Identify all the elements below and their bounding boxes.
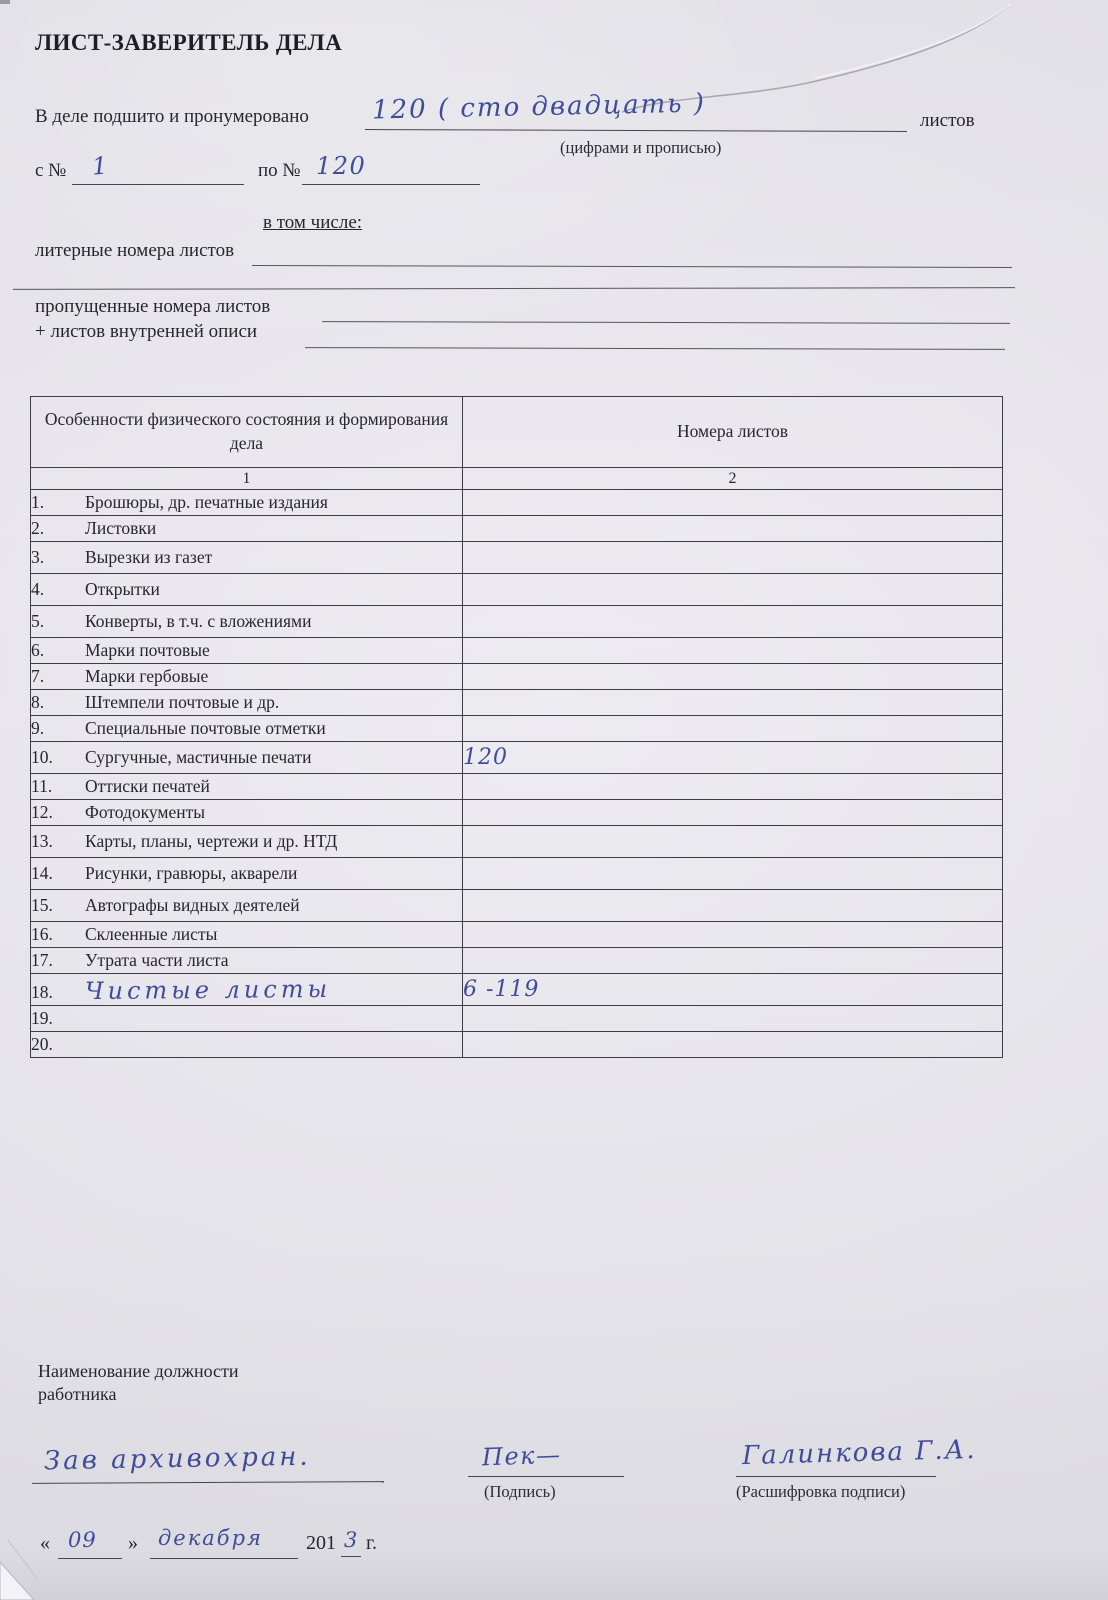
row-feature-cell [31, 606, 463, 638]
date-month-handwritten: декабря [158, 1526, 263, 1550]
row-sheet-numbers-cell [463, 774, 1003, 800]
counted-label: В деле подшито и пронумеровано [35, 106, 309, 127]
row-sheet-numbers-cell [463, 1032, 1003, 1058]
row-sheet-numbers-cell [463, 542, 1003, 574]
row-sheet-numbers-cell [463, 1006, 1003, 1032]
row-feature-cell [31, 774, 463, 800]
row-label: Конверты, в т.ч. с вложениями [85, 611, 312, 631]
row-feature-cell [31, 742, 463, 774]
table-row [31, 606, 1003, 638]
date-year-handwritten: 3 [344, 1528, 359, 1552]
row-number: 19. [31, 1008, 53, 1028]
name-underline [736, 1476, 936, 1477]
row-number: 4. [31, 579, 45, 599]
table-row [31, 1006, 1003, 1032]
table-index-row [31, 468, 1003, 490]
date-year-printed: 201 [306, 1532, 336, 1554]
row-sheet-numbers-cell [463, 800, 1003, 826]
including-heading: в том числе: [263, 212, 363, 233]
row-number: 9. [31, 718, 45, 738]
position-label [38, 1360, 239, 1407]
date-close-quote: » [128, 1532, 138, 1554]
date-month-underline [150, 1558, 298, 1559]
physical-state-table [30, 396, 1003, 1058]
row-sheet-numbers-cell [463, 826, 1003, 858]
signature-handwritten: Пек— [481, 1440, 562, 1472]
position-underline [32, 1481, 384, 1484]
row-feature-cell [31, 1032, 463, 1058]
row-feature-cell [31, 638, 463, 664]
row-sheet-numbers-cell [463, 890, 1003, 922]
table-row [31, 638, 1003, 664]
row-label: Вырезки из газет [85, 547, 213, 567]
row-number: 5. [31, 611, 45, 631]
counted-value-handwritten: 120 ( сто двадцать ) [371, 88, 707, 126]
date-year-underline [341, 1556, 361, 1557]
position-label-line2: работника [38, 1384, 117, 1405]
row-label-handwritten: Чистые листы [84, 974, 332, 1005]
row-label: Сургучные, мастичные печати [85, 747, 312, 767]
to-underline [302, 184, 480, 185]
lettered-underline-2 [13, 287, 1015, 290]
table-row [31, 690, 1003, 716]
row-number: 18. [31, 981, 53, 1002]
row-label: Открытки [85, 579, 160, 599]
row-value-handwritten: 120 [463, 745, 508, 770]
table-row [31, 574, 1003, 606]
internal-underline [305, 347, 1005, 350]
internal-label: + листов внутренней описи [35, 321, 258, 342]
row-number: 11. [31, 776, 53, 796]
table-header-row [31, 397, 1003, 468]
row-sheet-numbers-cell [463, 516, 1003, 542]
row-label: Специальные почтовые отметки [85, 718, 326, 738]
table-row [31, 922, 1003, 948]
table-row [31, 1032, 1003, 1058]
lettered-underline [252, 265, 1012, 268]
row-number: 14. [31, 863, 53, 883]
from-value-handwritten: 1 [91, 151, 110, 181]
row-sheet-numbers-cell [463, 690, 1003, 716]
row-number: 8. [31, 692, 45, 712]
row-number: 16. [31, 924, 53, 944]
row-label: Склеенные листы [85, 924, 218, 944]
row-feature-cell [31, 1006, 463, 1032]
row-feature-cell [31, 542, 463, 574]
col1-index: 1 [31, 468, 463, 490]
row-feature-cell [31, 664, 463, 690]
row-feature-cell [31, 574, 463, 606]
date-day-underline [58, 1558, 122, 1559]
page-title: ЛИСТ-ЗАВЕРИТЕЛЬ ДЕЛА [35, 30, 343, 55]
row-sheet-numbers-cell [463, 974, 1003, 1006]
table-row [31, 890, 1003, 922]
table-row [31, 490, 1003, 516]
date-day-handwritten: 09 [68, 1528, 97, 1552]
row-feature-cell [31, 974, 463, 1006]
physical-state-table-body [31, 490, 1003, 1058]
row-feature-cell [31, 490, 463, 516]
row-sheet-numbers-cell [463, 742, 1003, 774]
counted-caption: (цифрами и прописью) [560, 138, 722, 157]
row-sheet-numbers-cell [463, 858, 1003, 890]
table-row [31, 542, 1003, 574]
row-feature-cell [31, 922, 463, 948]
missed-label: пропущенные номера листов [35, 296, 271, 317]
row-feature-cell [31, 716, 463, 742]
col2-header: Номера листов [463, 397, 1003, 468]
row-feature-cell [31, 690, 463, 716]
row-label: Фотодокументы [85, 802, 206, 822]
row-number: 17. [31, 950, 53, 970]
counted-suffix: листов [920, 110, 975, 131]
row-value-handwritten: 6 -119 [463, 977, 540, 1002]
name-handwritten: Галинкова Г.А. [741, 1434, 978, 1472]
lettered-label: литерные номера листов [35, 240, 235, 261]
row-sheet-numbers-cell [463, 490, 1003, 516]
row-label: Оттиски печатей [85, 776, 210, 796]
row-sheet-numbers-cell [463, 574, 1003, 606]
row-sheet-numbers-cell [463, 948, 1003, 974]
row-feature-cell [31, 516, 463, 542]
row-number: 2. [31, 518, 45, 538]
row-number: 13. [31, 831, 53, 851]
counted-underline [365, 129, 907, 132]
table-row [31, 774, 1003, 800]
position-value-handwritten: Зав архивохран. [43, 1441, 311, 1477]
row-sheet-numbers-cell [463, 716, 1003, 742]
table-row [31, 948, 1003, 974]
row-sheet-numbers-cell [463, 606, 1003, 638]
row-label: Листовки [85, 518, 157, 538]
table-row [31, 800, 1003, 826]
row-number: 7. [31, 666, 45, 686]
to-value-handwritten: 120 [316, 152, 367, 180]
date-year-suffix: г. [366, 1532, 377, 1554]
date-open-quote: « [40, 1532, 50, 1554]
table-row [31, 826, 1003, 858]
row-feature-cell [31, 890, 463, 922]
row-label: Брошюры, др. печатные издания [85, 492, 328, 512]
row-feature-cell [31, 800, 463, 826]
row-label: Рисунки, гравюры, акварели [85, 863, 298, 883]
row-sheet-numbers-cell [463, 664, 1003, 690]
row-label: Марки почтовые [85, 640, 210, 660]
row-label: Марки гербовые [85, 666, 209, 686]
table-row [31, 516, 1003, 542]
position-label-line1: Наименование должности [38, 1361, 239, 1381]
row-sheet-numbers-cell [463, 922, 1003, 948]
table-row [31, 742, 1003, 774]
row-number: 15. [31, 895, 53, 915]
table-row [31, 664, 1003, 690]
col2-index: 2 [463, 468, 1003, 490]
from-underline [72, 184, 244, 185]
row-number: 1. [31, 492, 45, 512]
row-feature-cell [31, 826, 463, 858]
name-caption: (Расшифровка подписи) [736, 1482, 906, 1501]
table-row [31, 974, 1003, 1006]
row-number: 10. [31, 747, 53, 767]
row-number: 6. [31, 640, 45, 660]
missed-underline [322, 321, 1010, 324]
row-number: 3. [31, 547, 45, 567]
row-label: Автографы видных деятелей [85, 895, 300, 915]
to-label: по № [258, 160, 301, 181]
signature-underline [468, 1476, 624, 1477]
table-row [31, 858, 1003, 890]
row-sheet-numbers-cell [463, 638, 1003, 664]
row-number: 12. [31, 802, 53, 822]
row-feature-cell [31, 858, 463, 890]
row-label: Карты, планы, чертежи и др. НТД [85, 831, 338, 851]
row-feature-cell [31, 948, 463, 974]
signature-caption: (Подпись) [484, 1482, 556, 1501]
col1-header: Особенности физического состояния и формирования дела [31, 397, 463, 468]
row-label: Штемпели почтовые и др. [85, 692, 280, 712]
row-label: Утрата части листа [85, 950, 229, 970]
table-row [31, 716, 1003, 742]
row-number: 20. [31, 1034, 53, 1054]
from-label: с № [35, 160, 67, 181]
